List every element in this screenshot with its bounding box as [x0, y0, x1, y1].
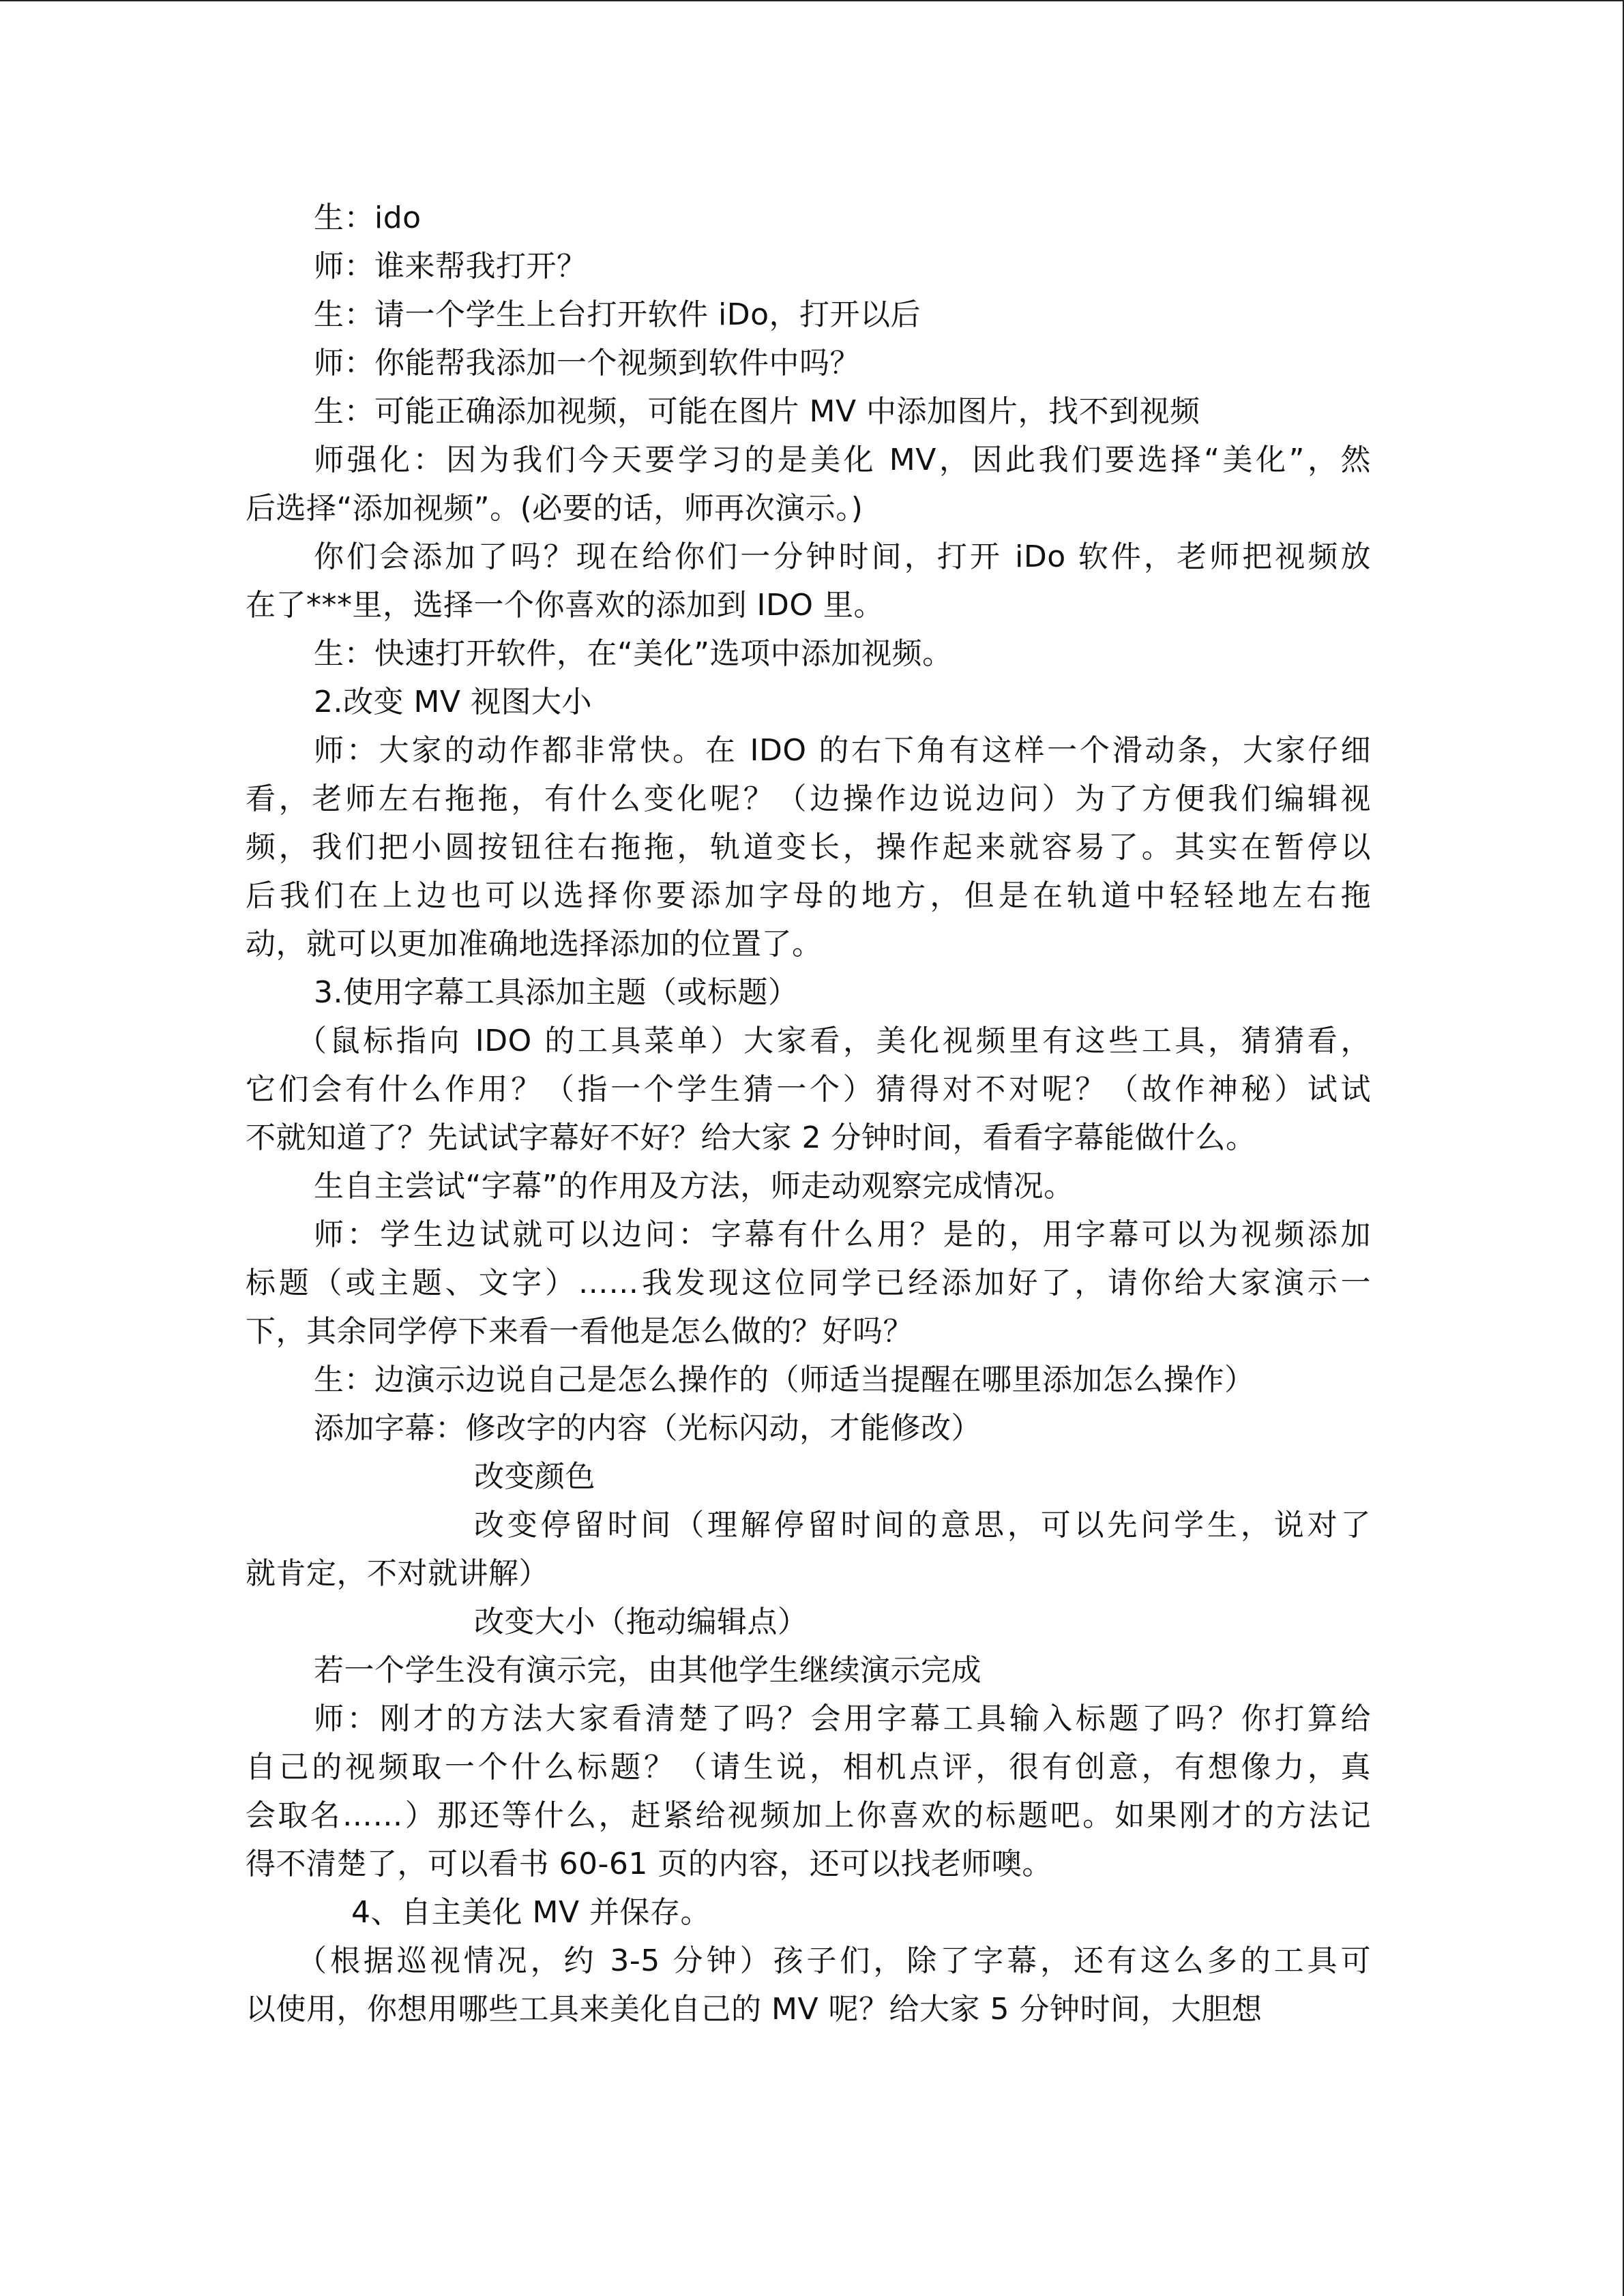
text-line: 添加字幕：修改字的内容（光标闪动，才能修改）	[314, 1411, 981, 1446]
text-line: 在了***里，选择一个你喜欢的添加到 IDO 里。	[246, 588, 884, 623]
text-line: 若一个学生没有演示完，由其他学生继续演示完成	[314, 1653, 981, 1688]
text-line: 不就知道了？先试试字幕好不好？给大家 2 分钟时间，看看字幕能做什么。	[246, 1120, 1256, 1155]
section-heading: 2.改变 MV 视图大小	[314, 685, 593, 719]
text-line: 师：你能帮我添加一个视频到软件中吗？	[314, 346, 860, 381]
text-line: 动，就可以更加准确地选择添加的位置了。	[246, 927, 823, 961]
text-line: 标题（或主题、文字）……我发现这位同学已经添加好了，请你给大家演示一	[246, 1266, 1371, 1300]
text-line: 生：可能正确添加视频，可能在图片 MV 中添加图片，找不到视频	[314, 394, 1200, 429]
text-line: 后我们在上边也可以选择你要添加字母的地方，但是在轨道中轻轻地左右拖	[246, 878, 1371, 913]
text-line: 师：谁来帮我打开？	[314, 249, 587, 284]
text-line: 它们会有什么作用？（指一个学生猜一个）猜得对不对呢？（故作神秘）试试	[246, 1072, 1371, 1107]
page-border-top	[0, 0, 1624, 1]
text-line: 你们会添加了吗？现在给你们一分钟时间，打开 iDo 软件，老师把视频放	[314, 539, 1371, 574]
text-line: （鼠标指向 IDO 的工具菜单）大家看，美化视频里有这些工具，猜猜看，	[297, 1024, 1371, 1058]
text-line: 频，我们把小圆按钮往右拖拖，轨道变长，操作起来就容易了。其实在暂停以	[246, 830, 1371, 865]
text-line: 以使用，你想用哪些工具来美化自己的 MV 呢？给大家 5 分钟时间，大胆想	[246, 1992, 1263, 2027]
section-heading: 3.使用字幕工具添加主题（或标题）	[314, 975, 799, 1010]
text-line: 改变停留时间（理解停留时间的意思，可以先问学生，说对了	[474, 1508, 1371, 1542]
text-line: 师：刚才的方法大家看清楚了吗？会用字幕工具输入标题了吗？你打算给	[314, 1701, 1371, 1736]
text-line: 师：学生边试就可以边问：字幕有什么用？是的，用字幕可以为视频添加	[314, 1217, 1371, 1252]
text-line: 就肯定，不对就讲解）	[246, 1556, 549, 1591]
text-line: 会取名……）那还等什么，赶紧给视频加上你喜欢的标题吧。如果刚才的方法记	[246, 1798, 1371, 1833]
text-line: 生：边演示边说自己是怎么操作的（师适当提醒在哪里添加怎么操作）	[314, 1362, 1255, 1397]
text-line: 生自主尝试“字幕”的作用及方法，师走动观察完成情况。	[314, 1169, 1074, 1204]
text-line: 自己的视频取一个什么标题？（请生说，相机点评，很有创意，有想像力，真	[246, 1750, 1371, 1785]
text-line: 改变大小（拖动编辑点）	[474, 1605, 808, 1639]
text-line: 生：快速打开软件，在“美化”选项中添加视频。	[314, 636, 953, 671]
section-heading: 4、自主美化 MV 并保存。	[351, 1895, 711, 1930]
text-line: 师强化：因为我们今天要学习的是美化 MV，因此我们要选择“美化”，然	[314, 443, 1371, 477]
text-line: 后选择“添加视频”。(必要的话，师再次演示。)	[246, 491, 863, 526]
text-line: 得不清楚了，可以看书 60-61 页的内容，还可以找老师噢。	[246, 1847, 1052, 1881]
text-line: 生：请一个学生上台打开软件 iDo，打开以后	[314, 297, 921, 332]
text-line: 下，其余同学停下来看一看他是怎么做的？好吗？	[246, 1314, 913, 1349]
text-line: 师：大家的动作都非常快。在 IDO 的右下角有这样一个滑动条，大家仔细	[314, 733, 1371, 768]
text-line: 生：ido	[314, 200, 422, 235]
text-line: 看，老师左右拖拖，有什么变化呢？（边操作边说边问）为了方便我们编辑视	[246, 781, 1371, 816]
document-body	[246, 194, 1371, 2033]
text-line: 改变颜色	[474, 1459, 595, 1494]
text-line: （根据巡视情况，约 3-5 分钟）孩子们，除了字幕，还有这么多的工具可	[297, 1943, 1371, 1978]
